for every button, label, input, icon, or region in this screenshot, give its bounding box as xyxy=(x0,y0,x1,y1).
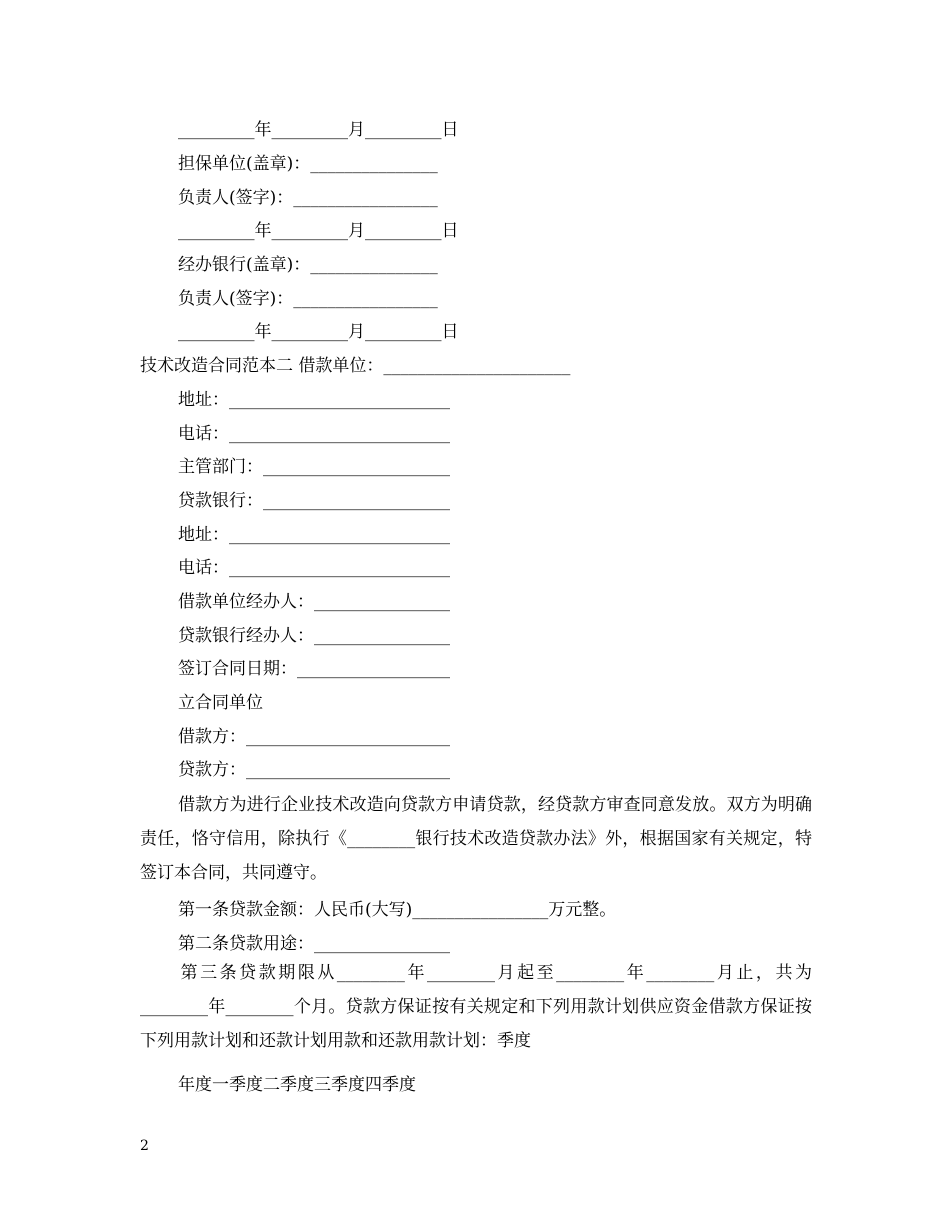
date-line: _________年_________月_________日 xyxy=(178,322,459,342)
guarantor-signature-line: 负责人(签字)：_________________ xyxy=(178,188,438,208)
handling-bank-seal-line: 经办银行(盖章)：_______________ xyxy=(178,255,438,275)
supervisor-line: 主管部门：______________________ xyxy=(178,457,450,477)
article-3-text: 第三条贷款期限从________年________月起至________年________月止，共为________年________个月。贷款方保证按有关规定和下列用款计划供应资金借款方保证按下列用款计划和还款计划用款和还款用款计划：季度 xyxy=(140,963,812,1051)
guarantor-seal-line: 担保单位(盖章)：_______________ xyxy=(178,154,438,174)
quarters-line: 年度一季度二季度三季度四季度 xyxy=(178,1075,416,1095)
article-3-paragraph xyxy=(140,956,812,1058)
bank-agent-line: 贷款银行经办人：________________ xyxy=(178,626,450,646)
borrower-address-line: 地址：__________________________ xyxy=(178,390,450,410)
parties-title: 立合同单位 xyxy=(178,693,263,713)
borrower-line: 借款方：________________________ xyxy=(178,727,450,747)
borrower-agent-line: 借款单位经办人：________________ xyxy=(178,592,450,612)
page-number: 2 xyxy=(140,1138,149,1154)
intro-paragraph-text: 借款方为进行企业技术改造向贷款方申请贷款，经贷款方审查同意发放。双方为明确责任，恪守信用，除执行《________银行技术改造贷款办法》外，根据国家有关规定，特签订本合同，共同遵守。 xyxy=(140,795,812,883)
article-1-line: 第一条贷款金额：人民币(大写)________________万元整。 xyxy=(178,900,617,920)
bank-signature-line: 负责人(签字)：_________________ xyxy=(178,289,438,309)
bank-address-line: 地址：__________________________ xyxy=(178,525,450,545)
date-line: _________年_________月_________日 xyxy=(178,221,459,241)
lending-bank-line: 贷款银行：______________________ xyxy=(178,491,450,511)
article-2-line: 第二条贷款用途：________________ xyxy=(178,934,450,954)
date-line: _________年_________月_________日 xyxy=(178,120,459,140)
contract-two-heading: 技术改造合同范本二 借款单位：______________________ xyxy=(140,356,571,376)
intro-paragraph xyxy=(140,788,812,890)
sign-date-line: 签订合同日期：__________________ xyxy=(178,659,450,679)
lender-line: 贷款方：________________________ xyxy=(178,760,450,780)
borrower-phone-line: 电话：__________________________ xyxy=(178,424,450,444)
bank-phone-line: 电话：__________________________ xyxy=(178,558,450,578)
